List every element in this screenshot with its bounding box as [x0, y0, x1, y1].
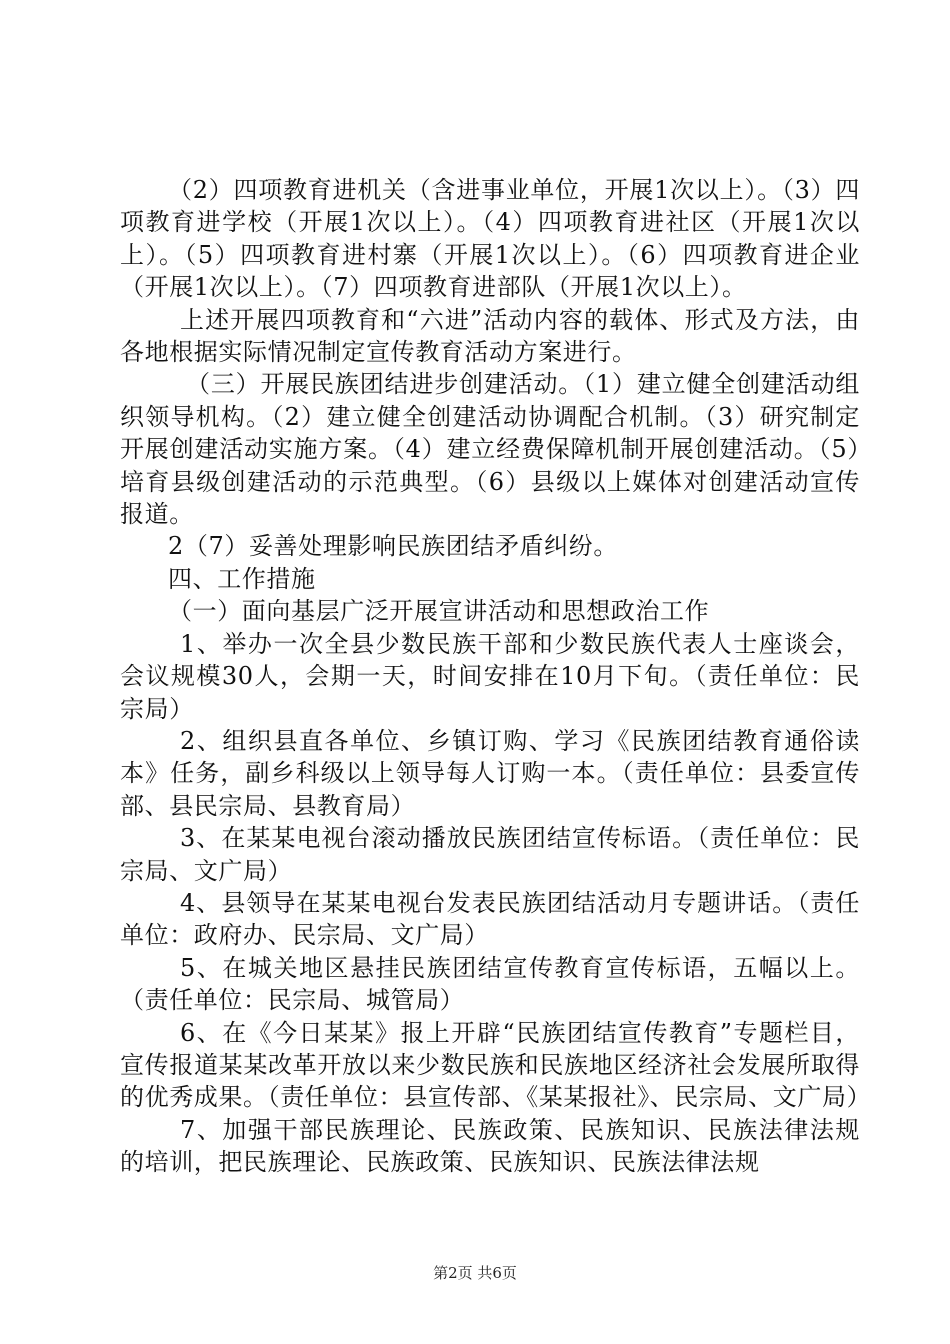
paragraph-dispute-handling: 2（7）妥善处理影响民族团结矛盾纠纷。	[168, 532, 618, 561]
paragraph-carrier-methods: 上述开展四项教育和“六进”活动内容的载体、形式及方法，由各地根据实际情况制定宣传教育活动方案进行。	[120, 305, 860, 367]
list-item-1: 1、举办一次全县少数民族干部和少数民族代表人士座谈会，会议规模30人，会期一天，时间安排在10月下旬。（责任单位：民宗局）	[120, 629, 860, 723]
list-item-6: 6、在《今日某某》报上开辟“民族团结宣传教育”专题栏目，宣传报道某某改革开放以来少数民族和民族地区经济社会发展所取得的优秀成果。（责任单位：县宣传部、《某某报社》、民宗局、文广局）	[120, 1018, 872, 1112]
list-item-5: 5、在城关地区悬挂民族团结宣传教育宣传标语，五幅以上。（责任单位：民宗局、城管局）	[120, 953, 860, 1015]
paragraph-six-entries: （2）四项教育进机关（含进事业单位，开展1次以上）。（3）四项教育进学校（开展1次以上）。（4）四项教育进社区（开展1次以上）。（5）四项教育进村寨（开展1次以上）。（6）四项教育进企业（开展1次以上）。（7）四项教育进部队（开展1次以上）。	[120, 176, 860, 302]
subsection-heading-grassroots: （一）面向基层广泛开展宣讲活动和思想政治工作	[168, 597, 710, 626]
list-item-2: 2、组织县直各单位、乡镇订购、学习《民族团结教育通俗读本》任务，副乡科级以上领导每人订购一本。（责任单位：县委宣传部、县民宗局、县教育局）	[120, 726, 860, 820]
section-heading-measures: 四、工作措施	[168, 564, 316, 593]
list-item-3: 3、在某某电视台滚动播放民族团结宣传标语。（责任单位：民宗局、文广局）	[120, 824, 860, 885]
list-item-7: 7、加强干部民族理论、民族政策、民族知识、民族法律法规的培训，把民族理论、民族政策、民族知识、民族法律法规	[120, 1115, 860, 1177]
list-item-4: 4、县领导在某某电视台发表民族团结活动月专题讲话。（责任单位：政府办、民宗局、文广局）	[120, 888, 860, 950]
page-number: 第2页 共6页	[433, 1264, 517, 1282]
paragraph-creation-activities: （三）开展民族团结进步创建活动。（1）建立健全创建活动组织领导机构。（2）建立健全创建活动协调配合机制。（3）研究制定开展创建活动实施方案。（4）建立经费保障机制开展创建活动。（5）培育县级创建活动的示范典型。（6）县级以上媒体对创建活动宣传报道。	[120, 370, 860, 529]
page-footer	[0, 1262, 950, 1283]
document-body	[120, 174, 872, 1179]
